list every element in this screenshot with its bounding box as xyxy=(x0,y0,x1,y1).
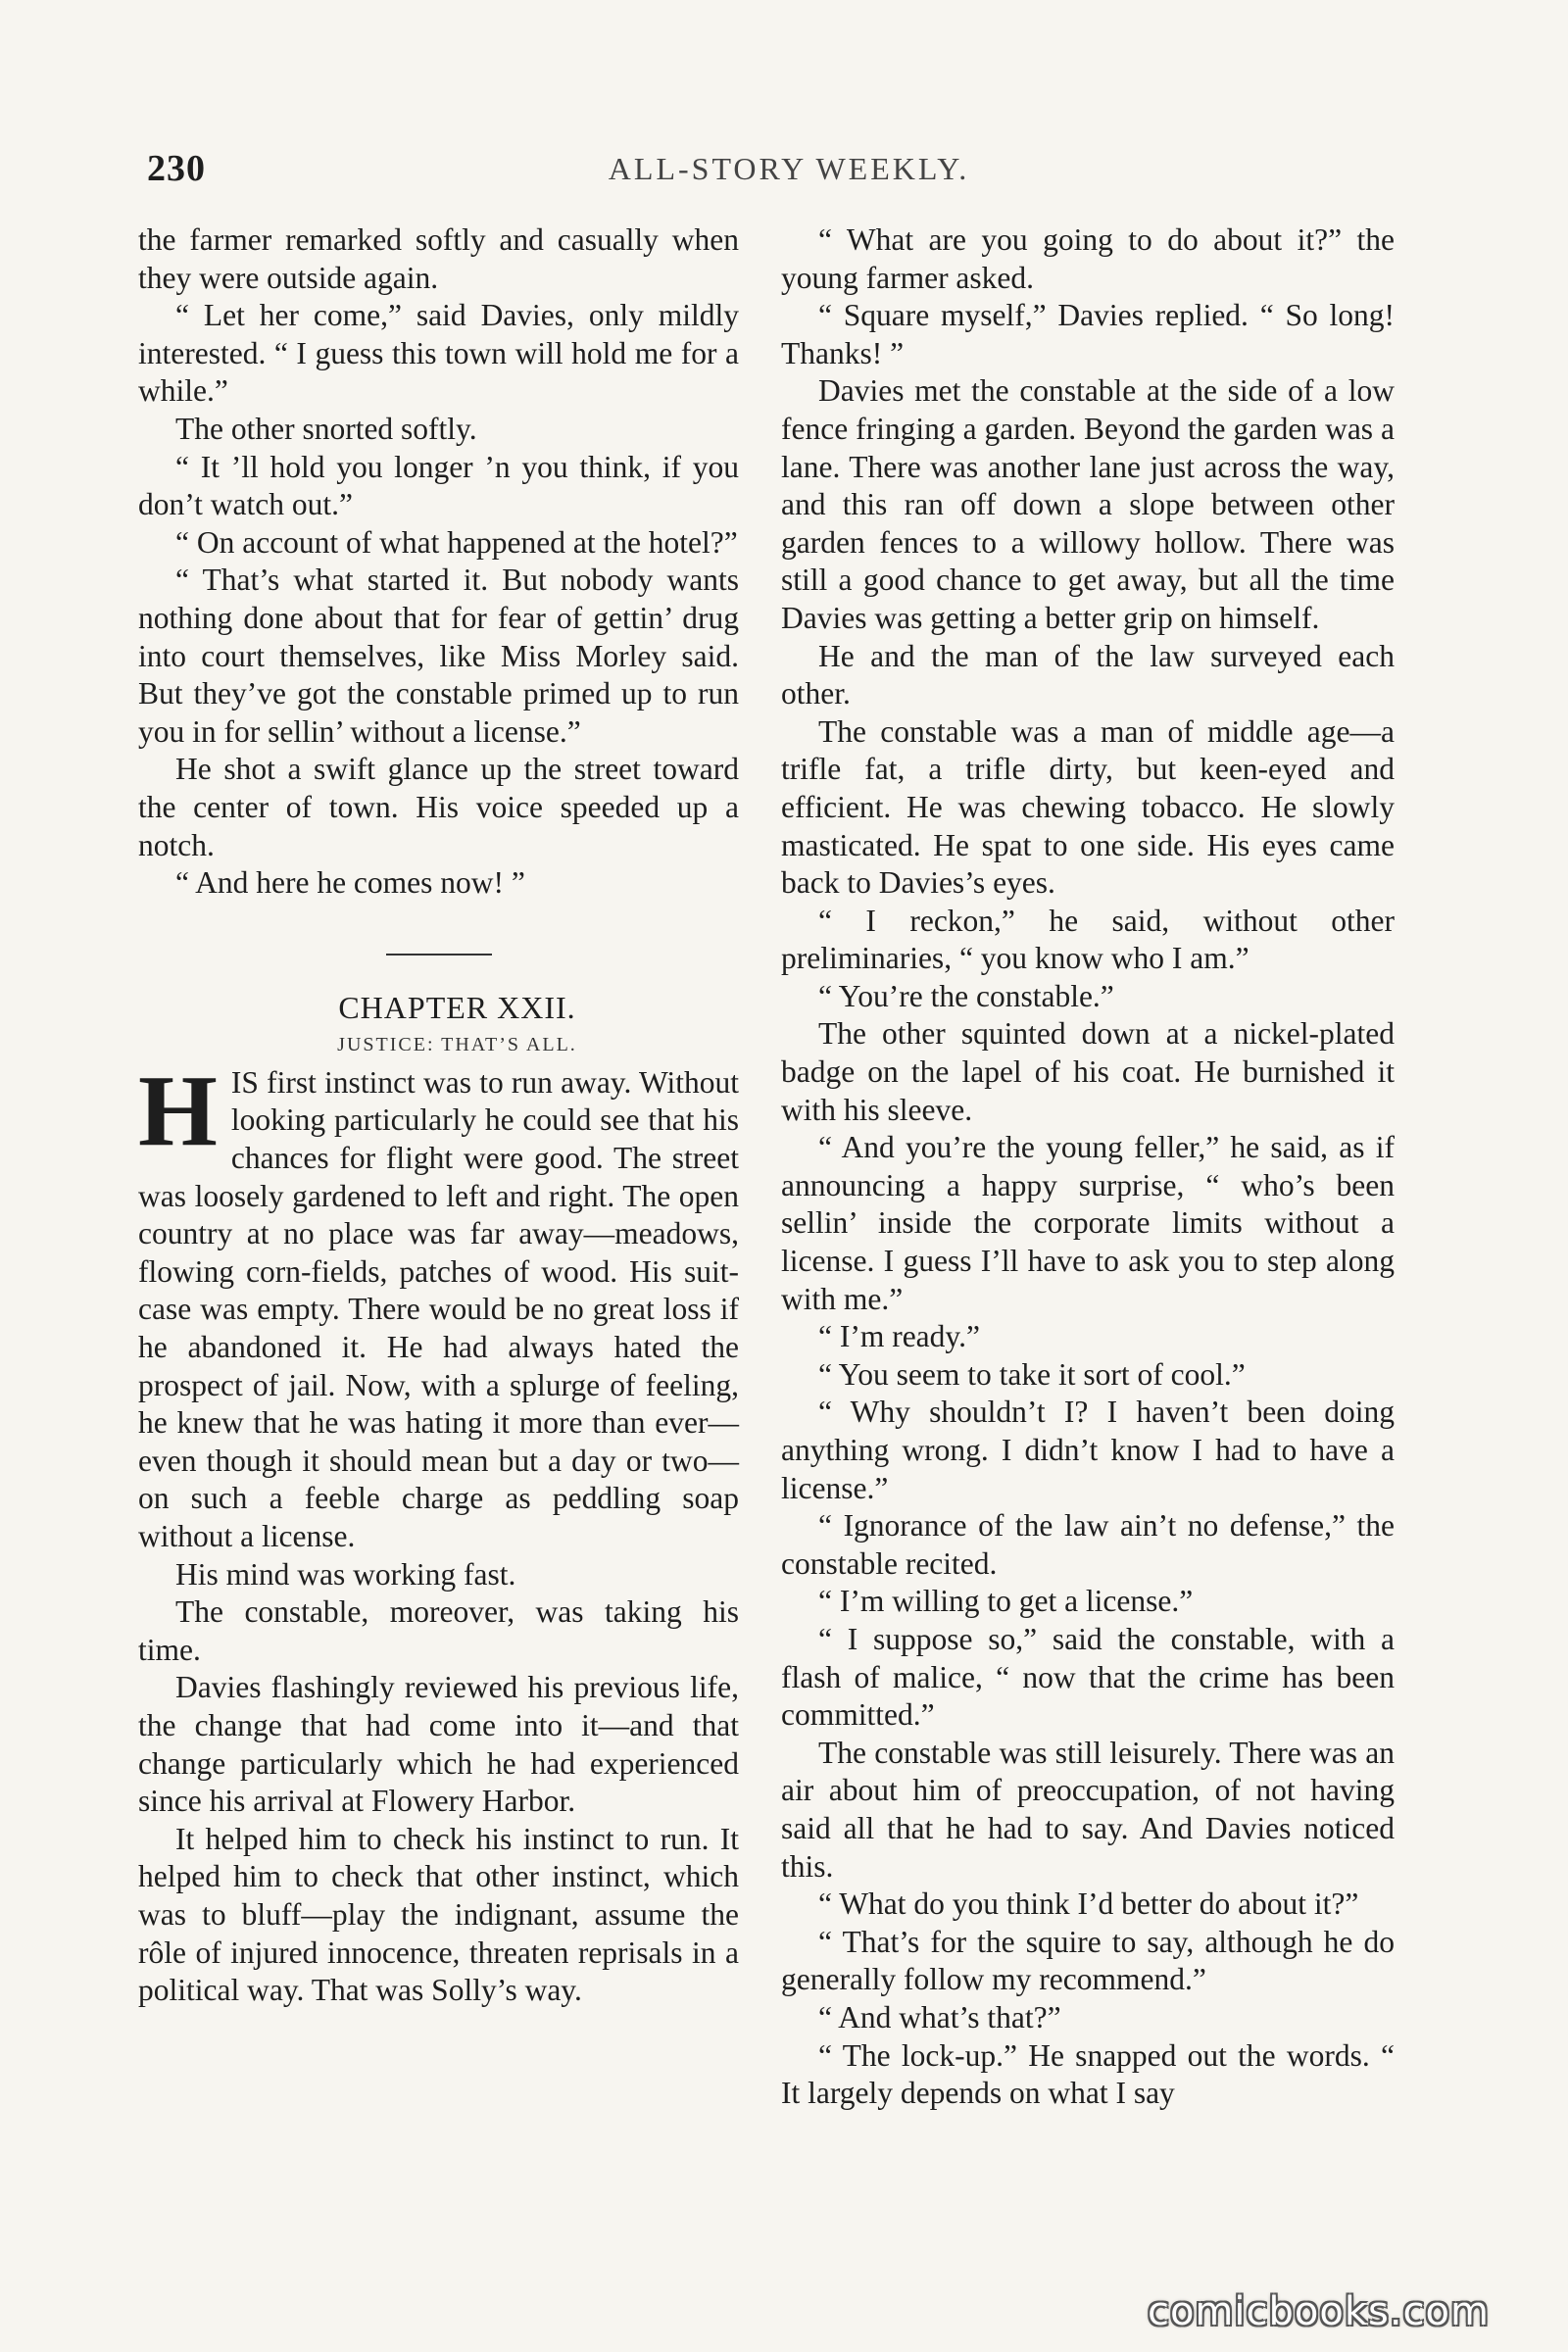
section-divider xyxy=(386,954,492,956)
paragraph: It helped him to check his instinct to run. It helped him to check that other instinct, which was to bluff—play the indignant, assume the rôle of injured innocence, threaten reprisals in a political way. That was Solly’s way. xyxy=(138,1821,739,2008)
paragraph: “ I reckon,” he said, without other preliminaries, “ you know who I am.” xyxy=(781,903,1395,976)
paragraph: “ The lock-up.” He snapped out the words. “ It largely depends on what I say xyxy=(781,2037,1395,2111)
paragraph: “ Let her come,” said Davies, only mildly interested. “ I guess this town will hold me for a while.” xyxy=(138,298,739,409)
paragraph: “ You seem to take it sort of cool.” xyxy=(818,1356,1246,1392)
paragraph: “ What are you going to do about it?” the young farmer asked. xyxy=(781,222,1395,295)
paragraph: “ Square myself,” Davies replied. “ So long! Thanks! ” xyxy=(781,298,1395,370)
left-column xyxy=(138,221,739,2010)
paragraph: His mind was working fast. xyxy=(175,1556,516,1592)
paragraph: “ That’s for the squire to say, although he do generally follow my recommend.” xyxy=(781,1924,1395,1997)
paragraph: The constable was still leisurely. There was an air about him of preoccupation, of not having said all that he had to say. And Davies noticed this. xyxy=(781,1735,1395,1884)
paragraph: Davies flashingly reviewed his previous life, the change that had come into it—and that change particularly which he had experienced since his arrival at Flowery Harbor. xyxy=(138,1670,739,1819)
paragraph: “ On account of what happened at the hotel?” xyxy=(175,524,738,560)
paragraph: “ And here he comes now! ” xyxy=(175,865,525,901)
paragraph: “ Ignorance of the law ain’t no defense,” the constable recited. xyxy=(781,1508,1395,1581)
paragraph: He shot a swift glance up the street toward the center of town. His voice speeded up a notch. xyxy=(138,752,739,862)
chapter-first-paragraph xyxy=(138,1054,739,1556)
right-column xyxy=(781,221,1395,2113)
page-number: 230 xyxy=(147,148,206,189)
drop-cap: H xyxy=(138,1054,218,1167)
paragraph: “ What do you think I’d better do about it?” xyxy=(818,1886,1359,1922)
paragraph: “ And you’re the young feller,” he said, as if announcing a happy surprise, “ who’s been sellin’ inside the corporate limits without a license. I guess I’ll have to ask you to step along with me.” xyxy=(781,1130,1395,1316)
first-paragraph-text: IS first instinct was to run away. Without looking particularly he could see that his chances for flight were good. The street was loosely gardened to left and right. The open country at no place was far away—meadows, flowing corn-fields, patches of wood. His suit-case was empty. There would be no great loss if he abandoned it. He had always hated the prospect of jail. Now, with a splurge of feeling, he knew that he was hating it more than ever—even though it should mean but a day or two—on such a feeble charge as peddling soap without a license. xyxy=(138,1064,739,1553)
paragraph: the farmer remarked softly and casually when they were outside again. xyxy=(138,222,739,295)
paragraph: “ I’m willing to get a license.” xyxy=(818,1584,1194,1619)
paragraph: The other squinted down at a nickel-plated badge on the lapel of his coat. He burnished it with his sleeve. xyxy=(781,1016,1395,1127)
paragraph: He and the man of the law surveyed each other. xyxy=(781,638,1395,711)
paragraph: Davies met the constable at the side of a low fence fringing a garden. Beyond the garden was a lane. There was another lane just across the way, and this ran off down a slope between other garden fences to a willowy hollow. There was still a good chance to get away, but all the time Davies was getting a better grip on himself. xyxy=(781,373,1395,635)
paragraph: The constable, moreover, was taking his time. xyxy=(138,1594,739,1667)
page-header xyxy=(147,147,1431,206)
chapter-subtitle: JUSTICE: THAT’S ALL. xyxy=(337,1034,577,1056)
paragraph: “ I’m ready.” xyxy=(818,1319,980,1354)
paragraph: “ I suppose so,” said the constable, with a flash of malice, “ now that the crime has been committed.” xyxy=(781,1621,1395,1733)
paragraph: The constable was a man of middle age—a trifle fat, a trifle dirty, but keen-eyed and efficient. He was chewing tobacco. He slowly masticated. He spat to one side. His eyes came back to Davies’s eyes. xyxy=(781,713,1395,901)
paragraph: “ You’re the constable.” xyxy=(818,978,1114,1013)
paragraph: “ It ’ll hold you longer ’n you think, if you don’t watch out.” xyxy=(138,449,739,522)
running-head: ALL-STORY WEEKLY. xyxy=(608,151,970,186)
paragraph: The other snorted softly. xyxy=(175,411,477,446)
paragraph: “ And what’s that?” xyxy=(818,1999,1061,2034)
paragraph: “ Why shouldn’t I? I haven’t been doing anything wrong. I didn’t know I had to have a license.” xyxy=(781,1395,1395,1505)
paragraph: “ That’s what started it. But nobody wants nothing done about that for fear of gettin’ drug into court themselves, like Miss Morley said. But they’ve got the constable primed up to run you in for sellin’ without a license.” xyxy=(138,563,739,749)
site-watermark: comicbooks.com xyxy=(1147,2289,1490,2334)
chapter-title: CHAPTER XXII. xyxy=(338,989,576,1025)
